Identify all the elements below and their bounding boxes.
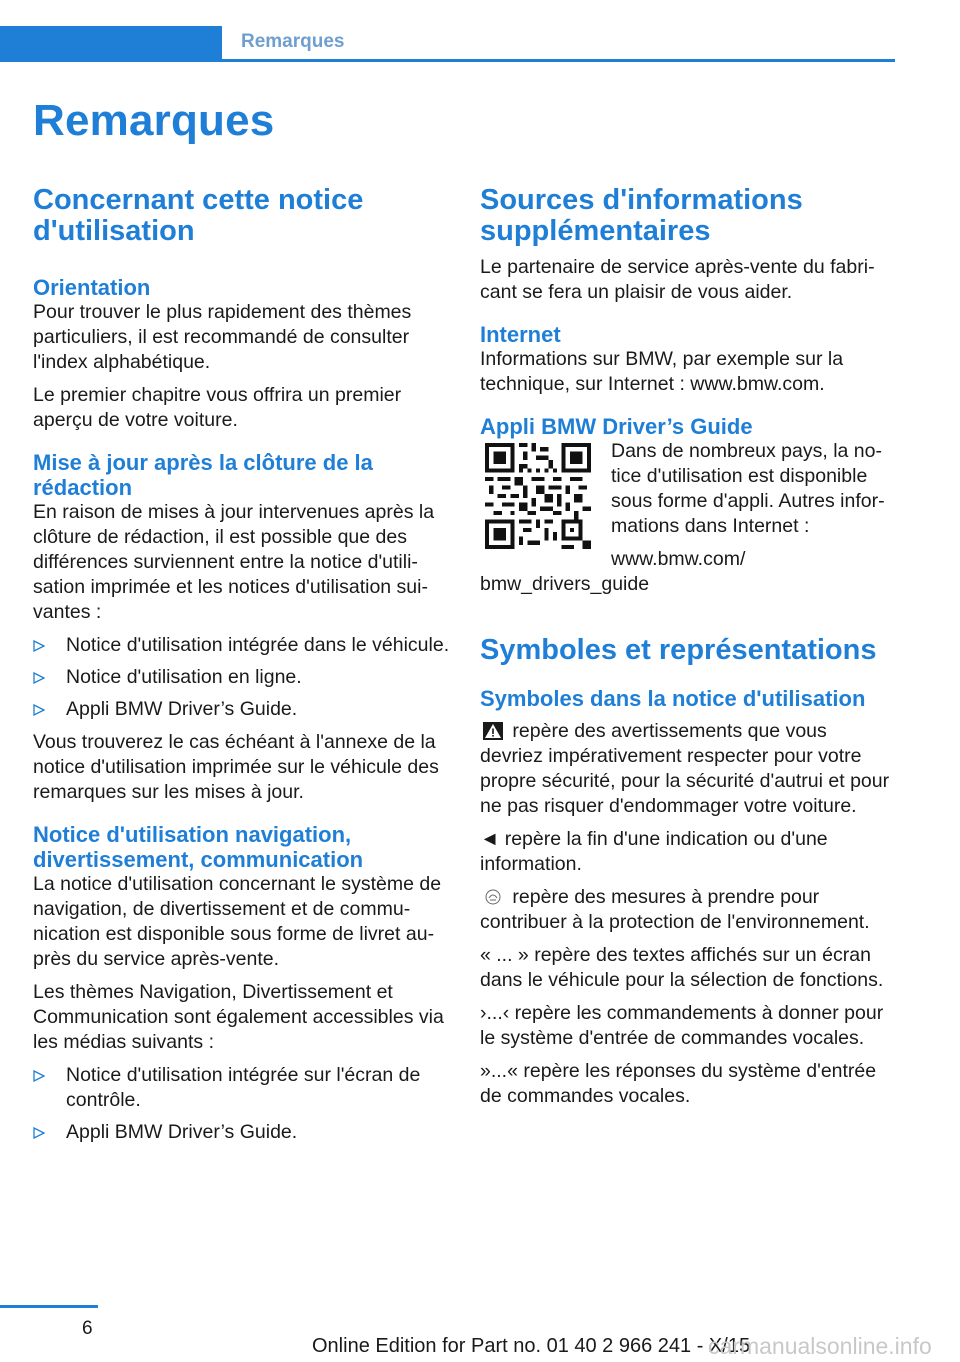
- symbol-environment-text: repère des mesures à prendre pour contribuer à la protection de l'environnement.: [480, 886, 870, 933]
- list-item-text: Notice d'utilisation intégrée dans le véhicule.: [66, 634, 450, 656]
- para-update: En raison de mises à jour intervenues après la clôture de rédaction, il est possible que des différences surviennent entre la notice d'utilisation imprimée et les notices d'utilisation suivantes :: [33, 501, 435, 623]
- para-nav-2: Les thèmes Navigation, Divertissement et Communication sont également accessibles via les médias suivants :: [33, 981, 444, 1053]
- header-rule: [222, 59, 895, 62]
- list-item-text: Appli BMW Driver’s Guide.: [66, 1121, 298, 1143]
- para-symbol-end: ◄ repère la fin d'une indication ou d'une information.: [480, 828, 828, 875]
- update-list: [33, 633, 453, 722]
- right-column: [480, 185, 894, 1109]
- heading-internet: Internet: [480, 322, 561, 347]
- qr-code-icon: [485, 443, 591, 549]
- para-internet: Informations sur BMW, par exemple sur la technique, sur Internet : www.bmw.com.: [480, 348, 844, 395]
- list-item-text: Appli BMW Driver’s Guide.: [66, 698, 298, 720]
- list-item-text: Notice d'utilisation intégrée sur l'écran de contrôle.: [66, 1064, 421, 1111]
- list-item-text: Notice d'utilisation en ligne.: [66, 666, 302, 688]
- heading-sources: Sources d'informations supplémentaires: [480, 184, 803, 247]
- list-item: [33, 697, 453, 722]
- bullet-triangle-icon: [33, 1127, 45, 1139]
- footer-rule: [0, 1305, 98, 1308]
- page-title: Remarques: [33, 96, 275, 145]
- app-info-block: [480, 439, 894, 597]
- para-symbol-screen: « ... » repère des textes affichés sur un écran dans le véhicule pour la sélection de fonctions.: [480, 944, 884, 991]
- list-item: [33, 633, 453, 658]
- heading-symbols: Symboles et représentations: [480, 634, 877, 666]
- para-orientation-2: Le premier chapitre vous offrira un premier aperçu de votre voiture.: [33, 384, 402, 431]
- para-app-url: www.bmw.com/ bmw_drivers_guide: [480, 548, 746, 595]
- warning-triangle-icon: [483, 722, 503, 740]
- heading-navigation-manual: Notice d'utilisation navigation, divertissement, communication: [33, 822, 364, 872]
- para-symbol-voice-command: ›...‹ repère les commandements à donner pour le système d'entrée de commandes vocales.: [480, 1002, 884, 1049]
- heading-about-manual: Concernant cette notice d'utilisation: [33, 184, 364, 247]
- heading-symbols-manual: Symboles dans la notice d'utilisation: [480, 686, 866, 711]
- heading-app: Appli BMW Driver’s Guide: [480, 414, 753, 439]
- para-symbol-voice-response: »...« repère les réponses du système d'entrée de commandes vocales.: [480, 1060, 877, 1107]
- bullet-triangle-icon: [33, 704, 45, 716]
- para-orientation-1: Pour trouver le plus rapidement des thèmes particuliers, il est recommandé de consulter l'index alphabétique.: [33, 301, 412, 373]
- para-nav-1: La notice d'utilisation concernant le système de navigation, de divertissement et de communication est disponible sous forme de livret auprès du service après-vente.: [33, 873, 442, 970]
- heading-orientation: Orientation: [33, 275, 151, 300]
- para-app: Dans de nombreux pays, la notice d'utilisation est disponible sous forme d'appli. Autres informations dans Internet :: [611, 440, 885, 537]
- list-item: [33, 1120, 453, 1145]
- bullet-triangle-icon: [33, 672, 45, 684]
- list-item: [33, 1063, 453, 1113]
- symbol-warning-text: repère des avertissements que vous devriez impérativement respecter pour votre propre sécurité, pour la sécurité d'autrui et pour ne pas risquer d'endommager votre voiture.: [480, 720, 890, 817]
- para-sources: Le partenaire de service après-vente du fabricant se fera un plaisir de vous aider.: [480, 256, 875, 303]
- para-symbol-warning: [480, 719, 894, 819]
- para-symbol-environment: [480, 885, 894, 935]
- bullet-triangle-icon: [33, 1070, 45, 1082]
- list-item: [33, 665, 453, 690]
- heading-update: Mise à jour après la clôture de la rédaction: [33, 450, 373, 500]
- page-number: 6: [82, 1318, 93, 1339]
- para-update-2: Vous trouverez le cas échéant à l'annexe de la notice d'utilisation imprimée sur le véhicule des remarques sur les mises à jour.: [33, 731, 439, 803]
- nav-list: [33, 1063, 453, 1145]
- edition-footer: Online Edition for Part no. 01 40 2 966 241 - X/15: [312, 1335, 751, 1357]
- environment-icon: [483, 888, 503, 906]
- page-header: [0, 26, 895, 62]
- watermark: carmanualsonline.info: [708, 1333, 932, 1359]
- header-blue-block: [0, 26, 222, 62]
- header-section-title: Remarques: [241, 31, 345, 52]
- bullet-triangle-icon: [33, 640, 45, 652]
- left-column: [33, 185, 453, 1145]
